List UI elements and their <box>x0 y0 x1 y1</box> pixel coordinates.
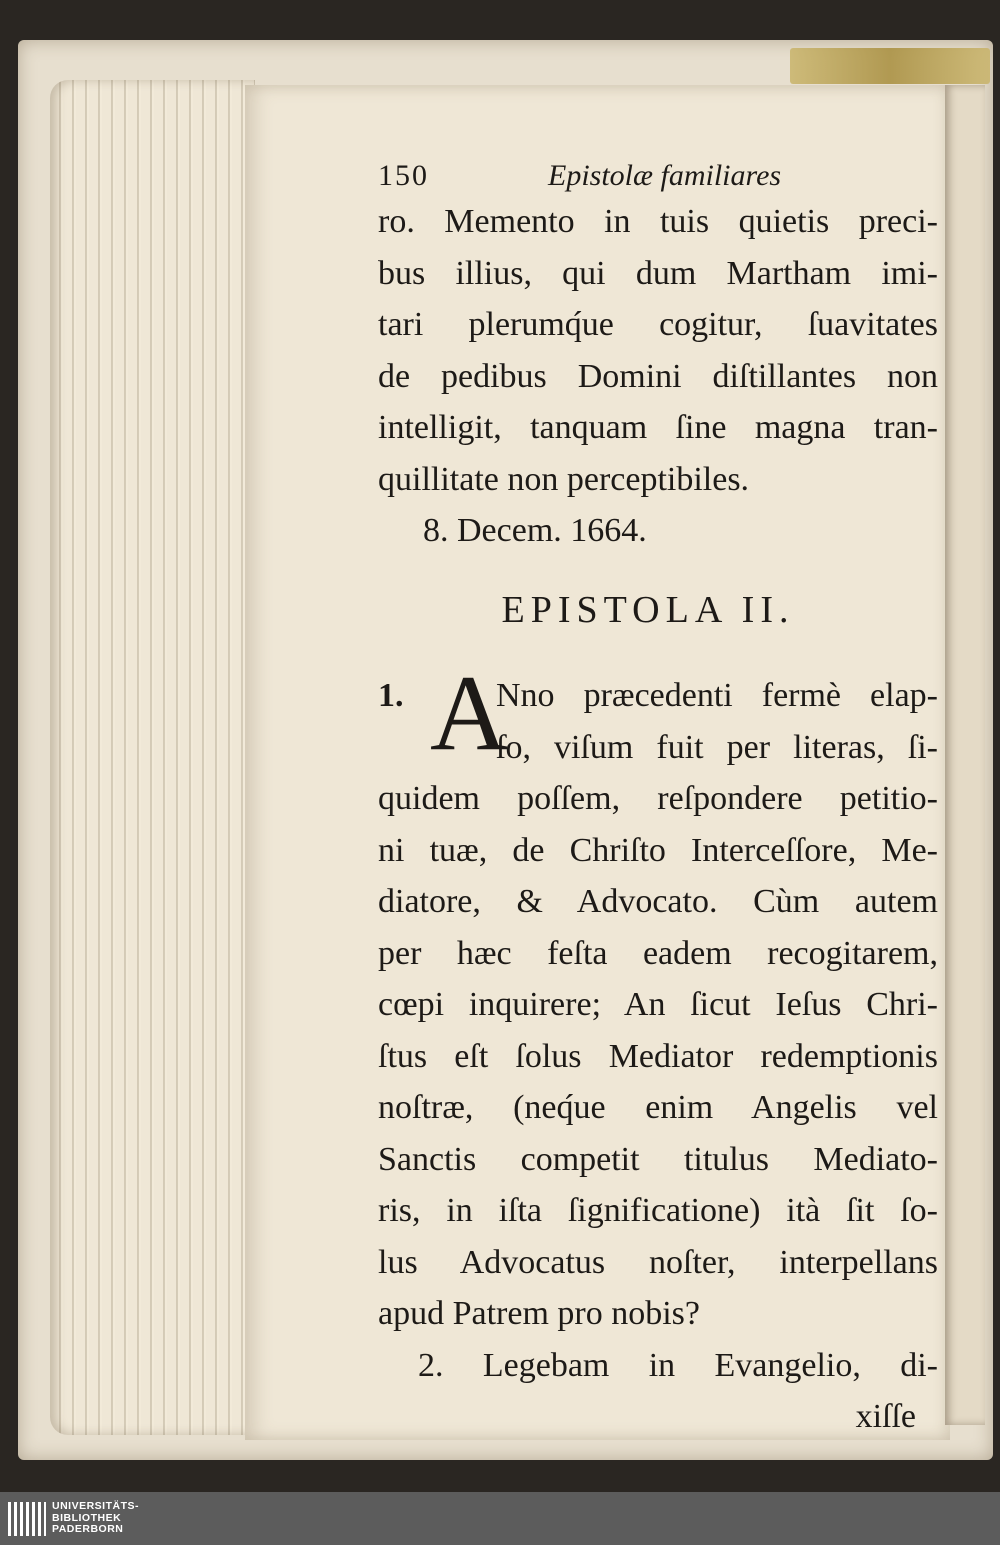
text-line: intelligit, tanquam ſine magna tran- <box>378 409 938 446</box>
text-line: quidem poſſem, reſpondere petitio- <box>378 780 938 817</box>
page-number: 150 <box>378 159 429 192</box>
text-line: per hæc feſta eadem recogitarem, <box>378 934 938 972</box>
library-logo-icon <box>8 1502 46 1536</box>
text-line: ro. Memento in tuis quietis preci- <box>378 203 938 240</box>
spine-label <box>790 48 990 84</box>
epistle-heading: EPISTOLA II. <box>501 588 795 631</box>
library-logo-text <box>52 1501 139 1536</box>
footer-bar <box>0 1492 1000 1545</box>
logo-line: UNIVERSITÄTS- <box>52 1500 140 1512</box>
text-line: quillitate non perceptibiles. <box>378 460 750 498</box>
text-line: noſtræ, (neq́ue enim Angelis vel <box>378 1089 938 1126</box>
logo-line: BIBLIOTHEK <box>52 1511 122 1524</box>
text-line: ſo, viſum fuit per literas, ſi- <box>496 728 938 766</box>
catchword: xiſſe <box>855 1398 916 1435</box>
dateline: 8. Decem. 1664. <box>423 512 647 549</box>
running-title: Epistolæ familiares <box>548 159 782 192</box>
text-line: bus illius, qui dum Martham imi- <box>378 254 938 292</box>
text-line: cœpi inquirere; An ſicut Ieſus Chri- <box>378 986 938 1023</box>
text-line: lus Advocatus noſter, interpellans <box>378 1243 938 1281</box>
text-line: de pedibus Domini diſtillantes non <box>378 357 938 395</box>
page-text <box>378 150 938 1443</box>
text-line: tari plerumq́ue cogitur, ſuavitates <box>378 306 938 343</box>
text-line: Nno præcedenti fermè elap- <box>496 677 938 714</box>
paragraph-2-start: 2. Legebam in Evangelio, di- <box>418 1346 938 1384</box>
text-line: ni tuæ, de Chriſto Interceſſore, Me- <box>378 831 938 869</box>
logo-line: PADERBORN <box>52 1523 124 1535</box>
text-line: diatore, & Advocato. Cùm autem <box>378 883 938 920</box>
text-line: apud Patrem pro nobis? <box>378 1295 700 1332</box>
text-line: Sanctis competit titulus Mediato- <box>378 1140 938 1178</box>
page-edges <box>50 80 255 1435</box>
page-header <box>378 150 938 196</box>
paragraph-1 <box>378 654 938 1340</box>
text-line: ſtus eſt ſolus Mediator redemptionis <box>378 1037 938 1075</box>
paragraph-number: 1. <box>378 677 404 714</box>
drop-cap: A <box>430 654 508 773</box>
text-line: ris, in iſta ſignificatione) ità ſit ſo- <box>378 1192 938 1229</box>
next-page-edge <box>945 85 985 1425</box>
